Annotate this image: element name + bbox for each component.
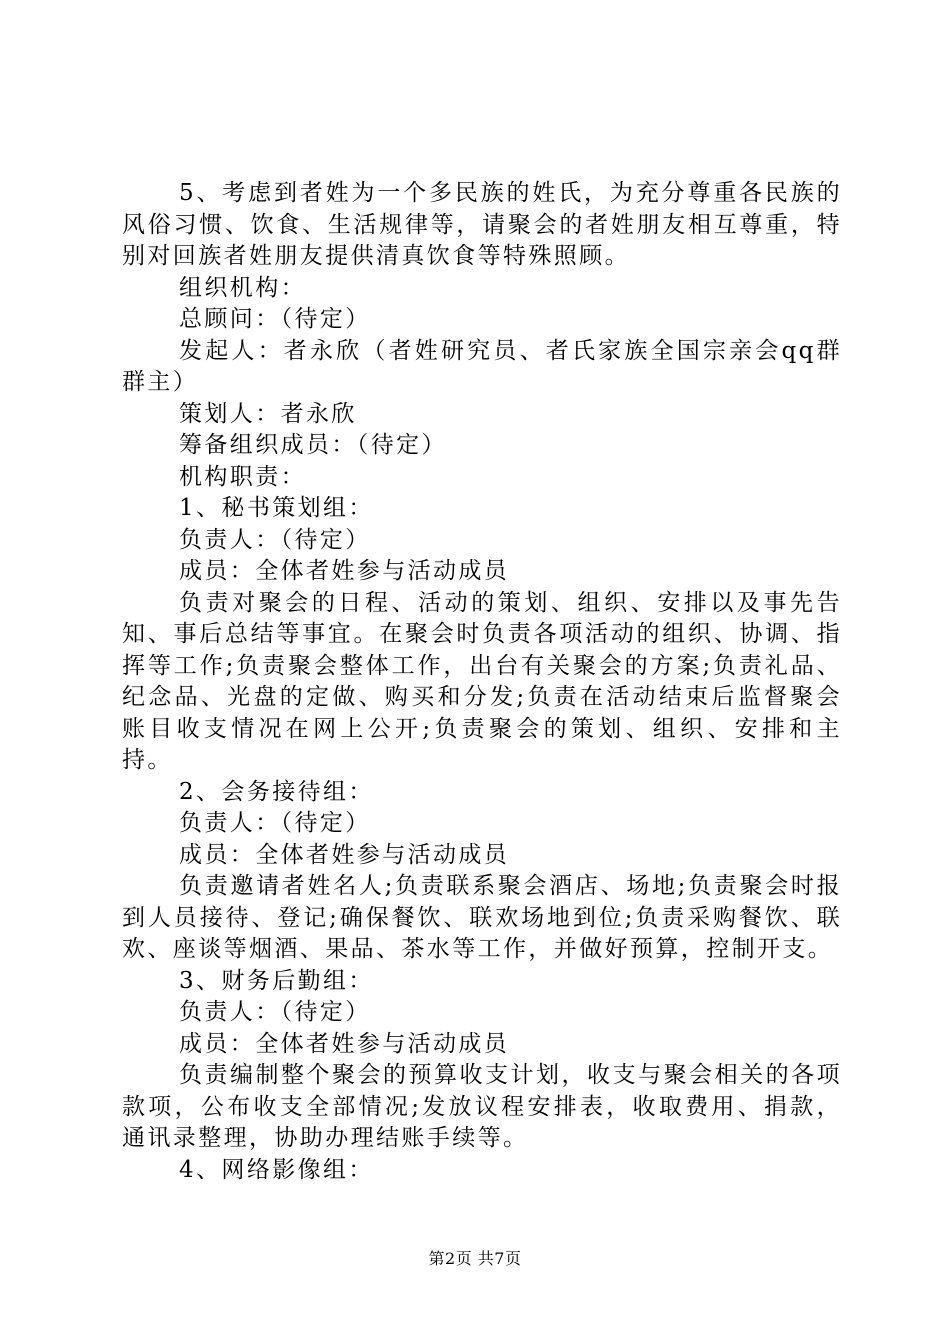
heading-duties: 机构职责： xyxy=(179,463,306,490)
group-2-leader: 负责人：（待定） xyxy=(179,810,371,836)
group-1-title: 1、秘书策划组： xyxy=(179,495,374,521)
group-2-members: 成员：全体者姓参与活动成员 xyxy=(179,841,510,868)
heading-organization: 组织机构： xyxy=(179,274,306,301)
group-3-description: 负责编制整个聚会的预算收支计划，收支与聚会相关的各项款项，公布收支全部情况;发放议程安排表，收取费用、捐款，通讯录整理，协助办理结账手续等。 xyxy=(122,1062,842,1151)
group-3-members: 成员：全体者姓参与活动成员 xyxy=(179,1030,510,1057)
group-1-members: 成员：全体者姓参与活动成员 xyxy=(179,558,510,584)
initiator: 发起人：者永欣（者姓研究员、者氏家族全国宗亲会qq群群主） xyxy=(122,337,842,395)
page-number-footer: 第2页 共7页 xyxy=(428,1249,522,1268)
group-1-description: 负责对聚会的日程、活动的策划、组织、安排以及事先告知、事后总结等事宜。在聚会时负责各项活动的组织、协调、指挥等工作;负责聚会整体工作，出台有关聚会的方案;负责礼品、纪念品、光盘的定做、购买和分发;负责在活动结束后监督聚会账目收支情况在网上公开;负责聚会的策划、组织、安排和主持。 xyxy=(122,589,842,773)
paragraph-item-5-intro: 5、考虑到者姓为一个多民族的姓氏，为充分尊重各民族的风俗习惯、饮食、生活规律等，请聚会的者姓朋友相互尊重，特别对回族者姓朋友提供清真饮食等特殊照顾。 xyxy=(122,180,842,269)
group-2-description: 负责邀请者姓名人;负责联系聚会酒店、场地;负责聚会时报到人员接待、登记;确保餐饮、联欢场地到位;负责采购餐饮、联欢、座谈等烟酒、果品、茶水等工作，并做好预算，控制开支。 xyxy=(122,873,842,962)
group-2-title: 2、会务接待组： xyxy=(179,778,374,805)
general-advisor: 总顾问：（待定） xyxy=(179,306,371,332)
document-body xyxy=(122,178,842,1186)
group-3-title: 3、财务后勤组： xyxy=(179,967,374,994)
group-3-leader: 负责人：（待定） xyxy=(179,999,371,1025)
group-4-title: 4、网络影像组： xyxy=(179,1156,374,1183)
group-1-leader: 负责人：（待定） xyxy=(179,526,371,553)
planner: 策划人：者永欣 xyxy=(179,400,357,427)
preparatory-members: 筹备组织成员：（待定） xyxy=(179,432,447,458)
